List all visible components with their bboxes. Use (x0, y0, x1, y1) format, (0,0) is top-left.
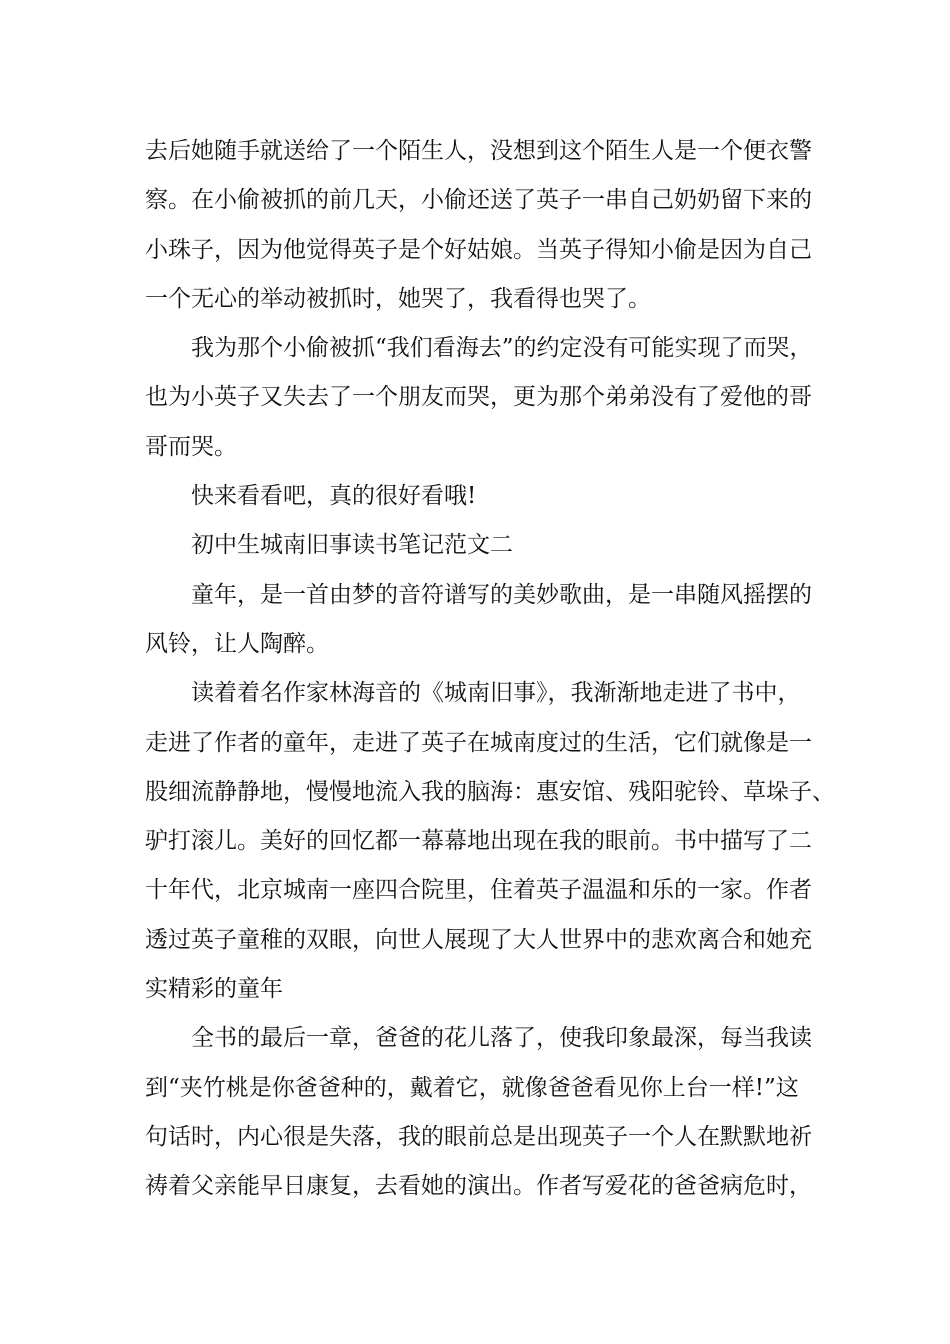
text-line: 实精彩的童年 (145, 976, 283, 1003)
text-line: 风铃，让人陶醉。 (145, 630, 329, 657)
body-text (145, 127, 835, 1212)
text-line: 走进了作者的童年，走进了英子在城南度过的生活，它们就像是一 (145, 729, 812, 756)
text-line: 读着着名作家林海音的《城南旧事》，我渐渐地走进了书中， (191, 680, 801, 707)
text-line: 十年代，北京城南一座四合院里，住着英子温温和乐的一家。作者 (145, 877, 812, 904)
text-line: 我为那个小偷被抓“我们看海去”的约定没有可能实现了而哭， (191, 335, 813, 362)
text-line: 句话时，内心很是失落，我的眼前总是出现英子一个人在默默地祈 (145, 1123, 812, 1150)
text-line: 全书的最后一章，爸爸的花儿落了，使我印象最深，每当我读 (191, 1025, 812, 1052)
text-line: 童年，是一首由梦的音符谱写的美妙歌曲，是一串随风摇摆的 (191, 581, 812, 608)
text-line: 哥而哭。 (145, 433, 237, 460)
text-line: 驴打滚儿。美好的回忆都一幕幕地出现在我的眼前。书中描写了二 (145, 828, 812, 855)
text-line: 一个无心的举动被抓时，她哭了，我看得也哭了。 (145, 285, 651, 312)
text-line: 快来看看吧，真的很好看哦! (191, 483, 477, 510)
text-line: 小珠子，因为他觉得英子是个好姑娘。当英子得知小偷是因为自己 (145, 236, 812, 263)
text-line: 祷着父亲能早日康复，去看她的演出。作者写爱花的爸爸病危时， (145, 1173, 812, 1200)
text-line: 透过英子童稚的双眼，向世人展现了大人世界中的悲欢离合和她充 (145, 926, 812, 953)
text-line: 察。在小偷被抓的前几天，小偷还送了英子一串自己奶奶留下来的 (145, 187, 812, 214)
text-line: 也为小英子又失去了一个朋友而哭，更为那个弟弟没有了爱他的哥 (145, 384, 812, 411)
text-line: 股细流静静地，慢慢地流入我的脑海：惠安馆、残阳驼铃、草垛子、 (145, 778, 835, 805)
text-line: 去后她随手就送给了一个陌生人，没想到这个陌生人是一个便衣警 (145, 138, 812, 164)
section-heading: 初中生城南旧事读书笔记范文二 (191, 532, 513, 559)
text-line: 到“夹竹桃是你爸爸种的，戴着它，就像爸爸看见你上台一样!”这 (145, 1074, 799, 1101)
